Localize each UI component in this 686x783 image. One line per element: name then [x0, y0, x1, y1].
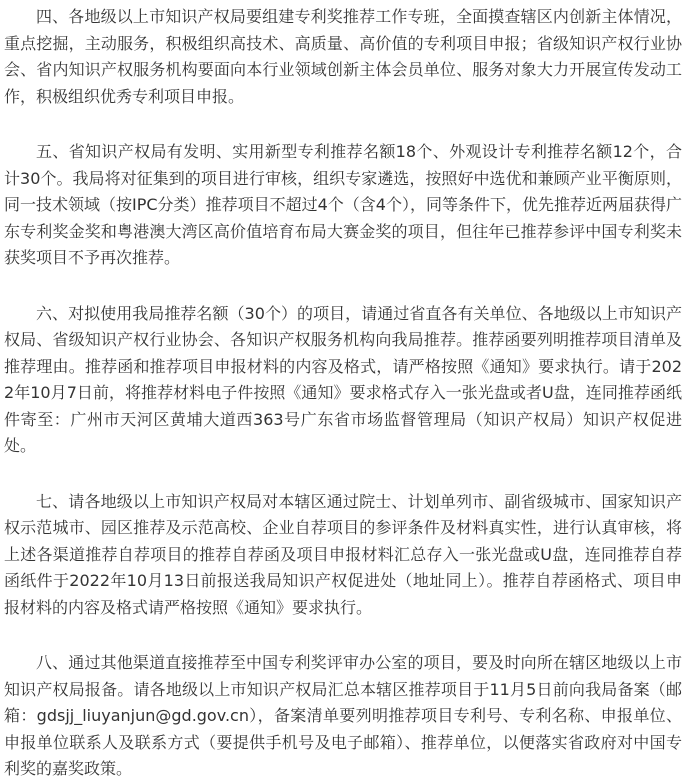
paragraph-section-7: 七、请各地级以上市知识产权局对本辖区通过院士、计划单列市、副省级城市、国家知识产权示范城市、园区推荐及示范高校、企业自荐项目的参评条件及材料真实性，进行认真审核，将上述各渠道推荐自荐项目的推荐自荐函及项目申报材料汇总存入一张光盘或U盘，连同推荐自荐函纸件于2022年10月13日前报送我局知识产权促进处（地址同上）。推荐自荐函格式、项目申报材料的内容及格式请严格按照《通知》要求执行。: [4, 491, 682, 617]
paragraph-section-5: 五、省知识产权局有发明、实用新型专利推荐名额18个、外观设计专利推荐名额12个，合计30个。我局将对征集到的项目进行审核，组织专家遴选，按照好中选优和兼顾产业平衡原则，同一技术领域（按IPC分类）推荐项目不超过4个（含4个），同等条件下，优先推荐近两届获得广东专利奖金奖和粤港澳大湾区高价值培育布局大赛金奖的项目，但往年已推荐参评中国专利奖未获奖项目不予再次推荐。: [4, 142, 682, 267]
paragraph-section-4: 四、各地级以上市知识产权局要组建专利奖推荐工作专班，全面摸查辖区内创新主体情况，重点挖掘，主动服务，积极组织高技术、高质量、高价值的专利项目申报；省级知识产权行业协会、省内知识产权服务机构要面向本行业领域创新主体会员单位、服务对象大力开展宣传发动工作，积极组织优秀专利项目申报。: [4, 7, 682, 106]
paragraph-section-8: 八、通过其他渠道直接推荐至中国专利奖评审办公室的项目，要及时向所在辖区地级以上市知识产权局报备。请各地级以上市知识产权局汇总本辖区推荐项目于11月5日前向我局备案（邮箱：gdsjj_liuyanjun@gd.gov.cn），备案清单要列明推荐项目专利号、专利名称、申报单位、申报单位联系人及联系方式（要提供手机号及电子邮箱）、推荐单位，以便落实省政府对中国专利奖的嘉奖政策。: [4, 653, 682, 778]
paragraph-section-6: 六、对拟使用我局推荐名额（30个）的项目，请通过省直各有关单位、各地级以上市知识产权局、省级知识产权行业协会、各知识产权服务机构向我局推荐。推荐函要列明推荐项目清单及推荐理由。推荐函和推荐项目申报材料的内容及格式，请严格按照《通知》要求执行。请于2022年10月7日前，将推荐材料电子件按照《通知》要求格式存入一张光盘或者U盘，连同推荐函纸件寄至：广州市天河区黄埔大道西363号广东省市场监督管理局（知识产权局）知识产权促进处。: [4, 303, 682, 455]
